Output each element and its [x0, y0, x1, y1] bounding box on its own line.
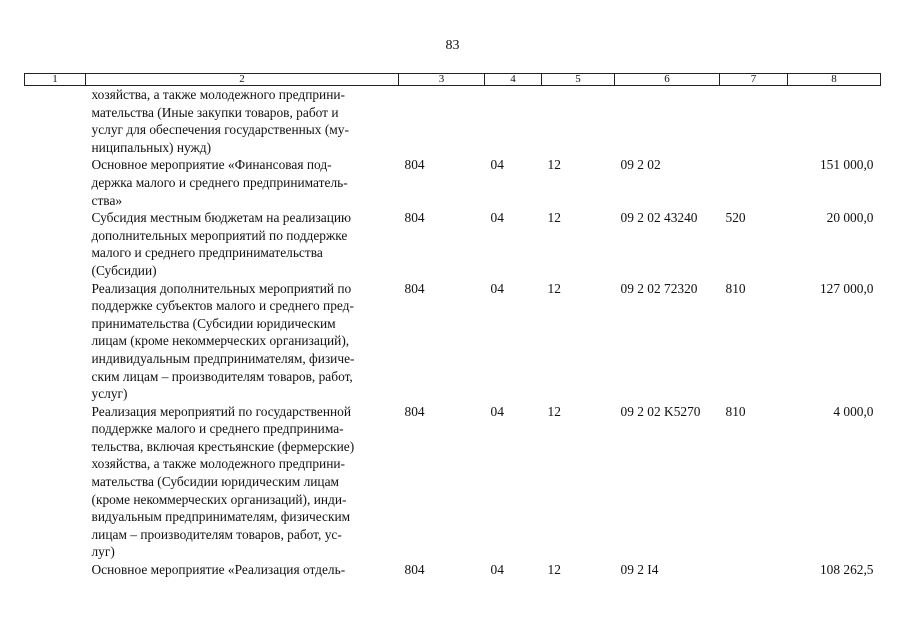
table-row — [25, 403, 881, 561]
column-numbers-row — [25, 74, 881, 86]
column-number-6: 6 — [615, 74, 720, 86]
row-index-cell — [25, 86, 86, 157]
ministry-code-cell: 804 — [404, 210, 425, 226]
page-number: 83 — [445, 38, 460, 53]
target-article-cell: 09 2 02 72320 — [620, 280, 698, 296]
ministry-code-cell — [399, 86, 485, 157]
expense-type-cell: 810 — [725, 280, 746, 296]
expense-name-line: Субсидия местным бюджетам на реализацию — [91, 210, 352, 226]
subsection-code-cell: 12 — [547, 280, 561, 296]
expense-name-line: луг) — [91, 544, 115, 560]
expense-name-line: индивидуальным предпринимателям, физиче- — [91, 350, 355, 366]
expense-type-cell — [720, 156, 788, 209]
ministry-code-cell: 804 — [404, 562, 425, 578]
expense-name-line: видуальным предпринимателям, физическим — [91, 509, 351, 525]
expense-name-line: ниципальных) нужд) — [91, 139, 212, 155]
target-article-cell: 09 2 02 — [620, 157, 661, 173]
expense-name-cell — [86, 209, 399, 279]
expense-name-line: поддержке малого и среднего предпринима- — [91, 421, 344, 437]
section-code-cell: 04 — [490, 562, 504, 578]
expense-name-line: ским лицам – производителям товаров, работ, — [91, 368, 353, 384]
column-number-8: 8 — [788, 74, 881, 86]
subsection-code-cell: 12 — [547, 403, 561, 419]
subsection-code-cell: 12 — [547, 562, 561, 578]
column-number-4: 4 — [485, 74, 542, 86]
expense-name-line: хозяйства, а также молодежного предприни- — [91, 456, 346, 472]
section-code-cell: 04 — [490, 403, 504, 419]
expense-name-line: (кроме некоммерческих организаций), инди- — [91, 491, 347, 507]
expense-name-line: лицам – производителям товаров, работ, ус- — [91, 526, 342, 542]
amount-cell: 20 000,0 — [826, 210, 874, 226]
row-index-cell — [25, 280, 86, 403]
expense-name-line: малого и среднего предпринимательства — [91, 245, 323, 261]
expense-name-line: ства» — [91, 192, 123, 208]
column-number-3: 3 — [399, 74, 485, 86]
table-row — [25, 280, 881, 403]
expense-name-line: Реализация дополнительных мероприятий по — [91, 280, 352, 296]
expense-name-line: Реализация мероприятий по государственной — [91, 403, 352, 419]
row-index-cell — [25, 403, 86, 561]
target-article-cell: 09 2 02 43240 — [620, 210, 698, 226]
expense-name-line: хозяйства, а также молодежного предприни- — [91, 87, 346, 102]
row-index-cell — [25, 156, 86, 209]
subsection-code-cell — [542, 86, 615, 157]
ministry-code-cell: 804 — [404, 157, 425, 173]
target-article-cell: 09 2 I4 — [620, 562, 659, 578]
expense-name-cell — [86, 561, 399, 579]
amount-cell: 108 262,5 — [819, 562, 874, 578]
expense-name-line: держка малого и среднего предприниматель- — [91, 174, 348, 190]
section-code-cell: 04 — [490, 280, 504, 296]
amount-cell: 151 000,0 — [819, 157, 874, 173]
target-article-cell — [615, 86, 720, 157]
expense-name-line: (Субсидии) — [91, 262, 157, 278]
expense-name-line: мательства (Иные закупки товаров, работ и — [91, 104, 339, 120]
table-row — [25, 86, 881, 157]
expense-name-line: принимательства (Субсидии юридическим — [91, 315, 336, 331]
table-row — [25, 209, 881, 279]
column-number-2: 2 — [86, 74, 399, 86]
amount-cell — [788, 86, 881, 157]
expense-name-line: дополнительных мероприятий по поддержке — [91, 227, 348, 243]
table-body — [25, 86, 881, 579]
subsection-code-cell: 12 — [547, 157, 561, 173]
amount-cell: 127 000,0 — [819, 280, 874, 296]
column-number-5: 5 — [542, 74, 615, 86]
subsection-code-cell: 12 — [547, 210, 561, 226]
expense-type-cell: 810 — [725, 403, 746, 419]
expense-name-line: услуг для обеспечения государственных (му- — [91, 122, 349, 138]
expense-type-cell — [720, 86, 788, 157]
table-row — [25, 561, 881, 579]
expense-name-cell — [86, 280, 399, 403]
expense-type-cell — [720, 561, 788, 579]
row-index-cell — [25, 209, 86, 279]
target-article-cell: 09 2 02 K5270 — [620, 403, 701, 419]
expense-type-cell: 520 — [725, 210, 746, 226]
section-code-cell: 04 — [490, 210, 504, 226]
expense-name-line: тельства, включая крестьянские (фермерские) — [91, 438, 355, 454]
column-number-7: 7 — [720, 74, 788, 86]
expense-name-cell — [86, 156, 399, 209]
section-code-cell: 04 — [490, 157, 504, 173]
expense-name-line: Основное мероприятие «Финансовая под- — [91, 157, 332, 173]
ministry-code-cell: 804 — [404, 280, 425, 296]
amount-cell: 4 000,0 — [833, 403, 874, 419]
row-index-cell — [25, 561, 86, 579]
section-code-cell — [485, 86, 542, 157]
expense-name-line: Основное мероприятие «Реализация отдель- — [91, 562, 346, 578]
budget-table — [24, 73, 881, 579]
expense-name-cell — [86, 403, 399, 561]
expense-name-line: услуг) — [91, 386, 128, 402]
expense-name-cell — [86, 86, 399, 157]
ministry-code-cell: 804 — [404, 403, 425, 419]
expense-name-line: лицам (кроме некоммерческих организаций), — [91, 333, 350, 349]
expense-name-line: мательства (Субсидии юридическим лицам — [91, 474, 340, 490]
column-number-1: 1 — [25, 74, 86, 86]
expense-name-line: поддержке субъектов малого и среднего пред- — [91, 298, 354, 314]
table-row — [25, 156, 881, 209]
